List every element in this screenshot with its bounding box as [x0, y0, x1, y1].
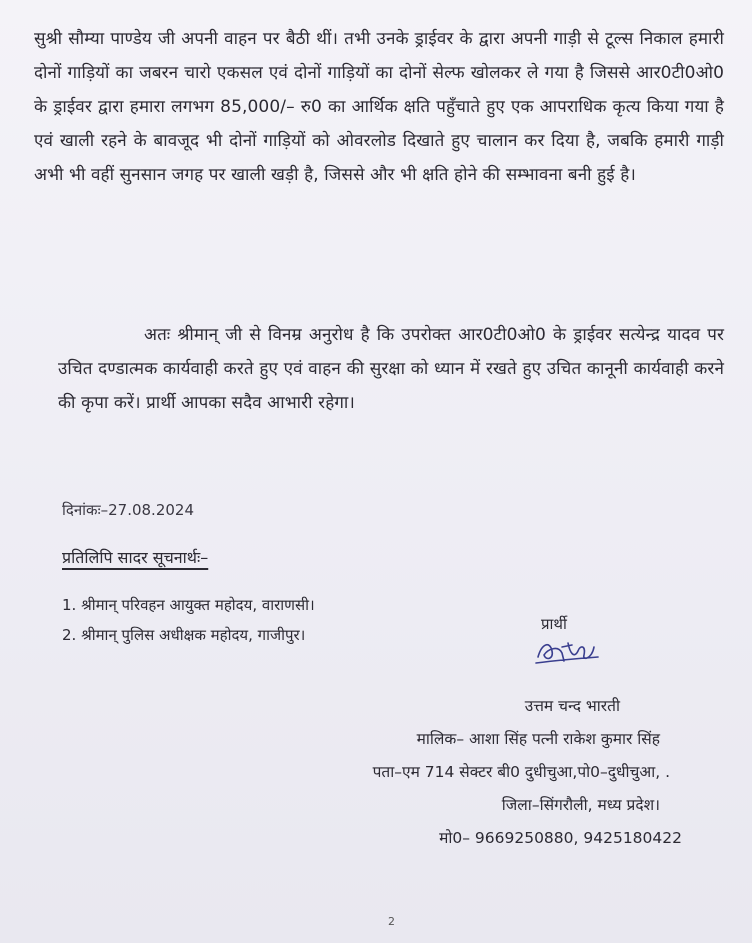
cc-list — [62, 590, 315, 650]
cc-item: 2. श्रीमान् पुलिस अधीक्षक महोदय, गाजीपुर। — [62, 626, 306, 644]
applicant-label: प्रार्थी — [541, 615, 567, 633]
address-line-2: जिला–सिंगरौली, मध्य प्रदेश। — [501, 796, 660, 814]
applicant-name: उत्तम चन्द भारती — [524, 697, 620, 715]
mobile-line: मो0– 9669250880, 9425180422 — [439, 829, 682, 847]
body-paragraph-2: अतः श्रीमान् जी से विनम्र अनुरोध है कि उपरोक्त आर0टी0ओ0 के ड्राईवर सत्येन्द्र यादव पर उचित दण्डात्मक कार्यवाही करते हुए एवं वाहन की सुरक्षा को ध्यान में रखते हुए उचित कानूनी कार्यवाही करने की कृपा करें। प्रार्थी आपका सदैव आभारी रहेगा। — [58, 325, 724, 413]
date-line: दिनांकः–27.08.2024 — [62, 501, 194, 519]
cc-item: 1. श्रीमान् परिवहन आयुक्त महोदय, वाराणसी। — [62, 596, 315, 614]
cc-title: प्रतिलिपि सादर सूचनार्थः– — [62, 548, 209, 567]
body-paragraph-1: सुश्री सौम्या पाण्डेय जी अपनी वाहन पर बैठी थीं। तभी उनके ड्राईवर के द्वारा अपनी गाड़ी से टूल्स निकाल हमारी दोनों गाड़ियों का जबरन चारो एकसल एवं दोनों गाड़ियों का दोनों सेल्फ खोलकर ले गया है जिससे आर0टी0ओ0 के ड्राईवर द्वारा हमारा लगभग 85,000/– रु0 का आर्थिक क्षति पहुँचाते हुए एक आपराधिक कृत्य किया गया है एवं खाली रहने के बावजूद भी दोनों गाड़ियों को ओवरलोड दिखाते हुए चालान कर दिया है, जबकि हमारी गाड़ी अभी भी वहीं सुनसान जगह पर खाली खड़ी है, जिससे और भी क्षति होने की सम्भावना बनी हुई है। — [34, 29, 724, 185]
signature-mark — [532, 633, 606, 669]
address-line-1: पता–एम 714 सेक्टर बी0 दुधीचुआ,पो0–दुधीचुआ, . — [372, 763, 670, 781]
signature-block — [372, 690, 682, 855]
owner-line: मालिक– आशा सिंह पत्नी राकेश कुमार सिंह — [416, 730, 660, 748]
page-number: 2 — [388, 915, 395, 928]
